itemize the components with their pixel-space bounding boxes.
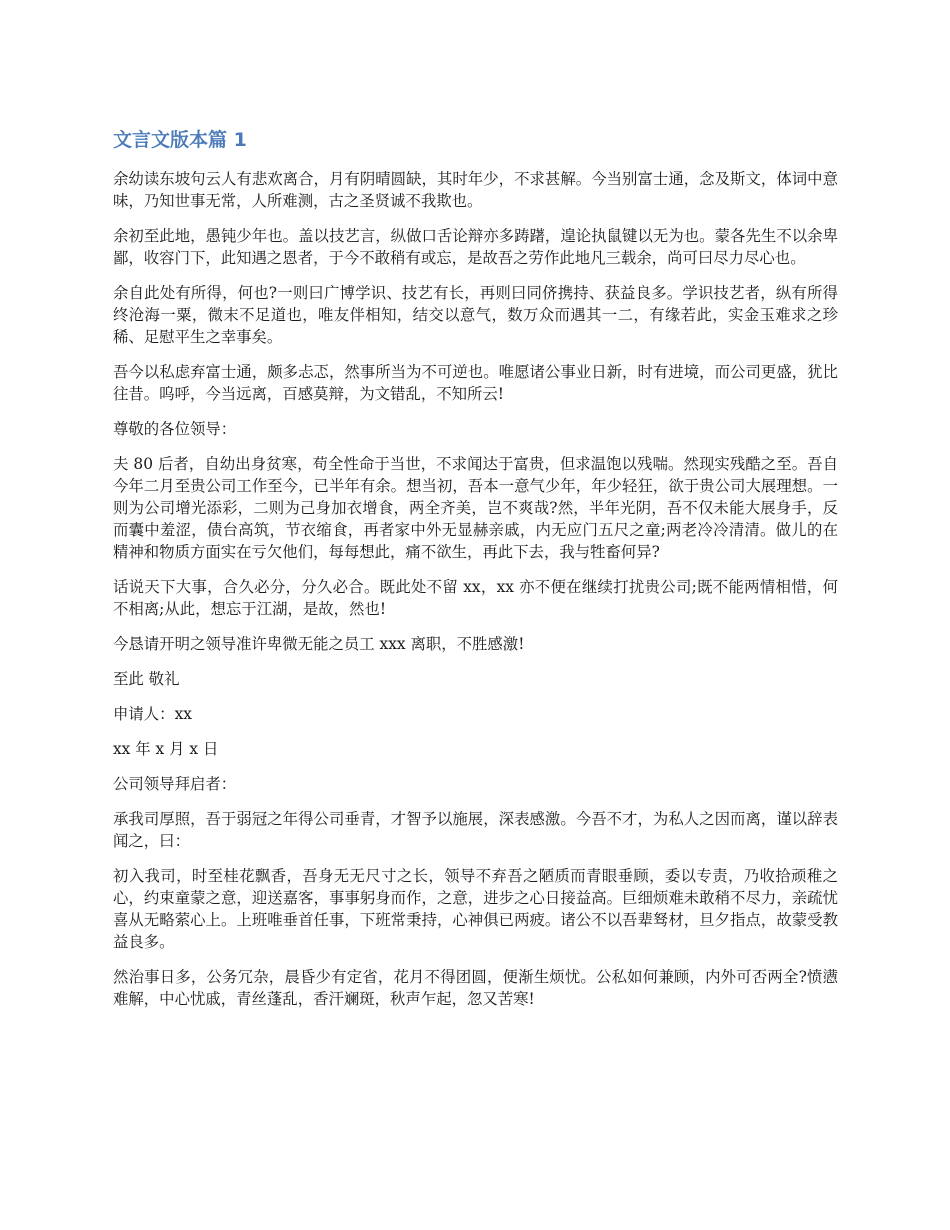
paragraph: 余自此处有所得，何也?一则曰广博学识、技艺有长，再则曰同侪携持、获益良多。学识技艺者，纵有所得终沧海一粟，微末不足道也，唯友伴相知，结交以意气，数万众而遇其一二，有缘若此，实金玉难求之珍稀、足慰平生之幸事矣。 <box>113 284 838 346</box>
paragraph: 承我司厚照，吾于弱冠之年得公司垂青，才智予以施展，深表感激。今吾不才，为私人之因而离，谨以辞表闻之，曰： <box>113 810 838 850</box>
salutation: 公司领导拜启者： <box>113 775 237 793</box>
date-line: xx 年 x 月 x 日 <box>113 740 219 758</box>
salutation: 尊敬的各位领导： <box>113 420 237 438</box>
applicant-line: 申请人：xx <box>113 705 192 723</box>
paragraph: 夫 80 后者，自幼出身贫寒，苟全性命于当世，不求闻达于富贵，但求温饱以残喘。然现实残酷之至。吾自今年二月至贵公司工作至今，已半年有余。想当初，吾本一意气少年，年少轻狂，欲于贵公司大展理想。一则为公司增光添彩，二则为己身加衣增食，两全齐美，岂不爽哉?然，半年光阴，吾不仅未能大展身手，反而囊中羞涩，债台高筑，节衣缩食，再者家中外无显赫亲戚，内无应门五尺之童;两老冷冷清清。做儿的在精神和物质方面实在亏欠他们，每每想此，痛不欲生，再此下去，我与牲畜何异? <box>113 455 838 561</box>
paragraph: 余幼读东坡句云人有悲欢离合，月有阴晴圆缺，其时年少，不求甚解。今当别富士通，念及斯文，体词中意味，乃知世事无常，人所难测，古之圣贤诚不我欺也。 <box>113 170 838 210</box>
paragraph: 吾今以私虑弃富士通，颇多忐忑，然事所当为不可逆也。唯愿诸公事业日新，时有进境，而公司更盛，犹比往昔。呜呼，今当远离，百感莫辩，为文错乱，不知所云! <box>113 363 838 403</box>
document-title: 文言文版本篇 1 <box>113 129 247 151</box>
paragraph: 然治事日多，公务冗杂，晨昏少有定省，花月不得团圆，便渐生烦忧。公私如何兼顾，内外可否两全?愤懑难解，中心忧戚，青丝蓬乱，香汗斓斑，秋声乍起，忽又苦寒! <box>113 968 838 1008</box>
closing: 至此 敬礼 <box>113 670 180 688</box>
paragraph: 初入我司，时至桂花飘香，吾身无无尺寸之长，领导不弃吾之陋质而青眼垂顾，委以专责，乃收拾顽稚之心，约束童蒙之意，迎送嘉客，事事躬身而作，之意，进步之心日接益高。巨细烦难未敢稍不尽力，亲疏忧喜从无略萦心上。上班唯垂首任事，下班常秉持，心神俱已两疲。诸公不以吾辈驽材，旦夕指点，故蒙受教益良多。 <box>113 867 838 951</box>
paragraph: 余初至此地，愚钝少年也。盖以技艺言，纵做口舌论辩亦多踌躇，遑论执鼠键以无为也。蒙各先生不以余卑鄙，收容门下，此知遇之恩者，于今不敢稍有或忘，是故吾之劳作此地凡三载余，尚可曰尽力尽心也。 <box>113 227 838 267</box>
paragraph: 话说天下大事，合久必分，分久必合。既此处不留 xx，xx 亦不便在继续打扰贵公司;既不能两情相惜，何不相离;从此，想忘于江湖，是故，然也! <box>113 578 838 618</box>
paragraph: 今恳请开明之领导准许卑微无能之员工 xxx 离职，不胜感激! <box>113 635 525 653</box>
